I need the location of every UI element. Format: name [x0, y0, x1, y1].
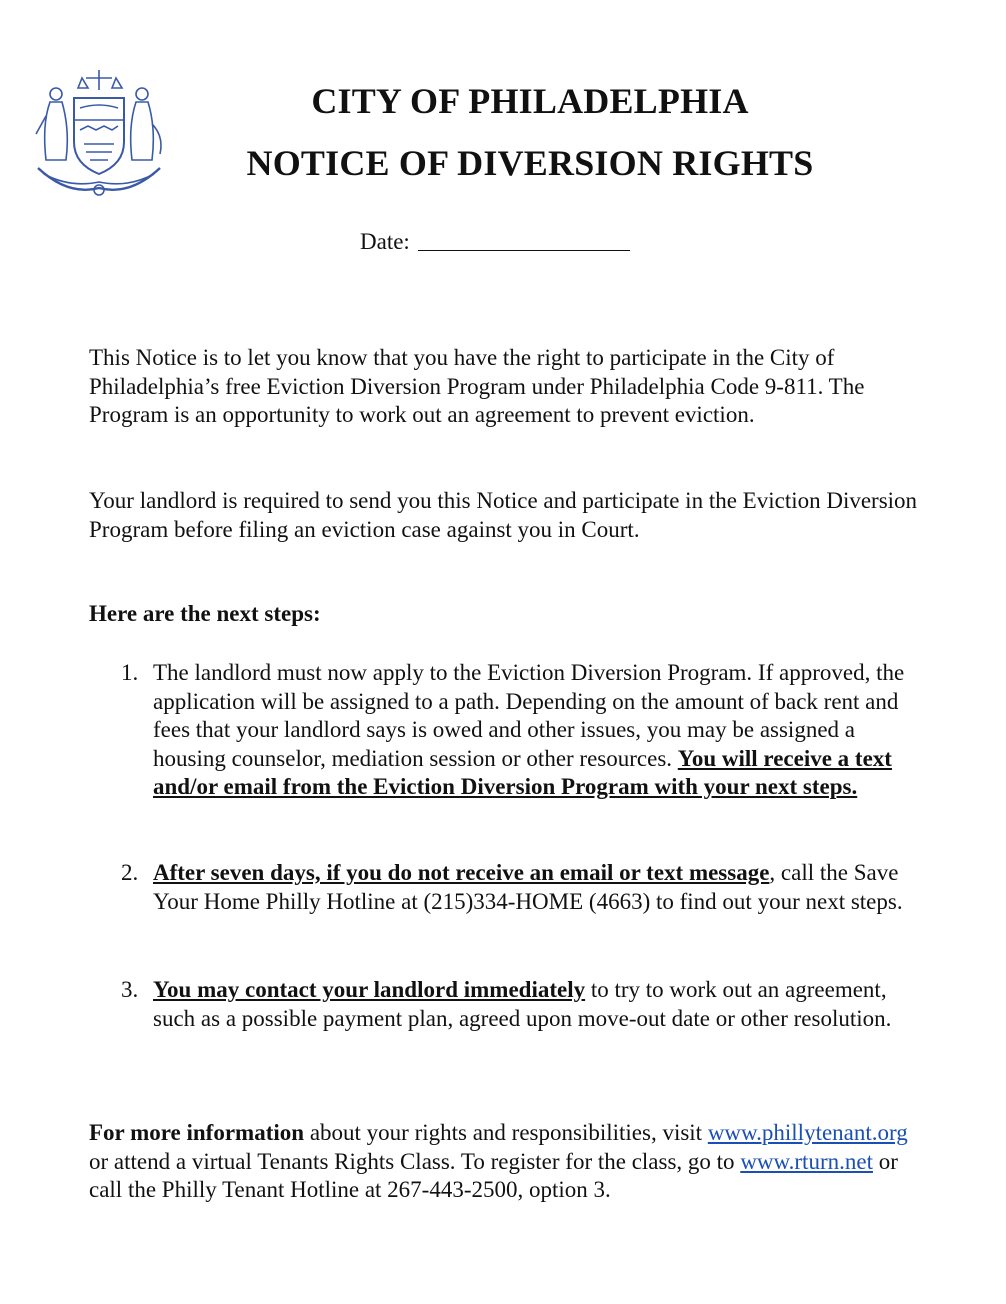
- list-item-number: 3.: [121, 977, 139, 1002]
- date-field: [360, 228, 630, 255]
- list-item-text: The landlord must now apply to the Eviction Diversion Program. If approved, the application will be assigned to a path. Depending on the amount of back rent and fees that your landlord says is owed and other issues, you may be assigned a housing counselor, mediation session or other resources.: [153, 660, 905, 771]
- list-item: [121, 659, 911, 802]
- city-seal-icon: [28, 64, 170, 202]
- date-blank-line: [418, 228, 630, 251]
- intro-paragraph: This Notice is to let you know that you have the right to participate in the City of Philadelphia’s free Eviction Diversion Program under Philadelphia Code 9-811. The Program is an opportunity to work out an agreement to prevent eviction.: [89, 345, 865, 427]
- steps-heading: Here are the next steps:: [89, 601, 321, 626]
- list-item: [121, 976, 911, 1033]
- more-info-text: or attend a virtual Tenants Rights Class. To register for the class, go to: [89, 1148, 741, 1174]
- list-item: [121, 859, 911, 916]
- list-item-emphasis: You may contact your landlord immediately: [153, 977, 586, 1002]
- list-item-text: , call the Save Your Home Philly Hotline at (215)334-HOME (4663) to find out your next steps.: [153, 860, 903, 914]
- more-info-text: about your rights and responsibilities, visit: [304, 1120, 708, 1145]
- list-item-text: to try to work out an agreement, such as a possible payment plan, agreed upon move-out date or other resolution.: [153, 977, 892, 1031]
- list-item-emphasis: After seven days, if you do not receive an email or text message: [153, 860, 770, 885]
- list-item-emphasis: You will receive a text and/or email from the Eviction Diversion Program with your next steps.: [153, 745, 892, 799]
- document-subtitle: NOTICE OF DIVERSION RIGHTS: [246, 143, 814, 183]
- more-info-lead: For more information: [89, 1120, 305, 1145]
- phillytenant-link[interactable]: www.phillytenant.org: [707, 1120, 908, 1145]
- document-title: CITY OF PHILADELPHIA: [311, 81, 749, 121]
- list-item-number: 2.: [121, 860, 139, 885]
- rturn-link[interactable]: www.rturn.net: [740, 1148, 873, 1174]
- list-item-number: 1.: [121, 660, 139, 685]
- landlord-requirement-paragraph: Your landlord is required to send you this Notice and participate in the Eviction Diversion Program before filing an eviction case against you in Court.: [89, 488, 918, 542]
- more-info-paragraph: [89, 1119, 919, 1205]
- more-info-text: or call the Philly Tenant Hotline at 267-443-2500, option 3.: [89, 1148, 898, 1202]
- date-label: Date:: [360, 229, 410, 254]
